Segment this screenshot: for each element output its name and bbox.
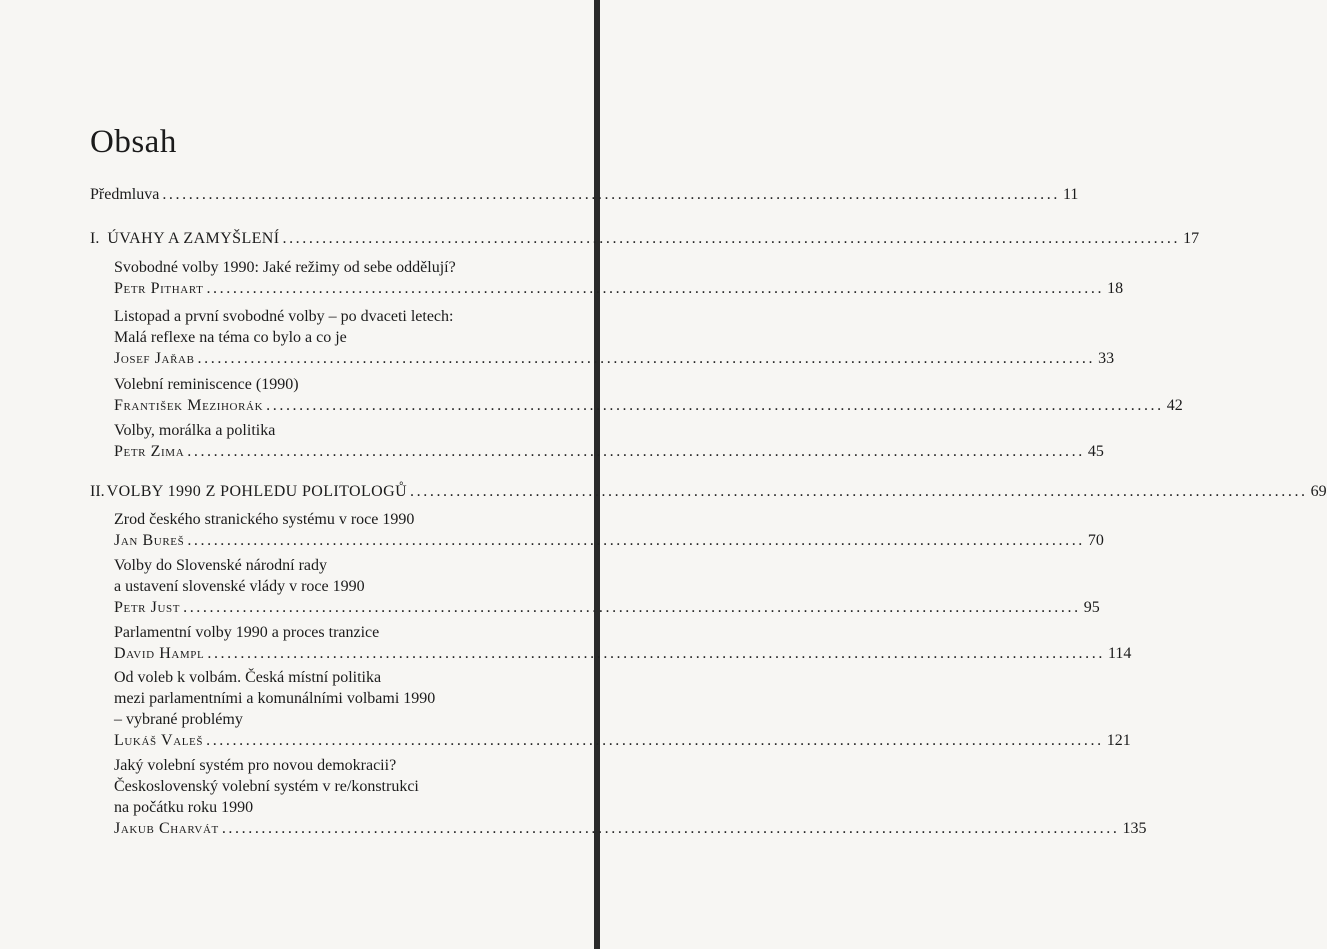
- foreword-label: Předmluva: [90, 186, 160, 203]
- page-number: 95: [1083, 599, 1100, 616]
- page-number: 114: [1107, 645, 1132, 662]
- entry-title: mezi parlamentními a komunálními volbami 1990: [114, 690, 436, 707]
- page-edge-shadow: [594, 0, 600, 949]
- toc-part-2[interactable]: [90, 482, 1327, 502]
- entry-author: Petr Just: [114, 599, 181, 616]
- dot-leader: ........................................................................................................................................: [207, 645, 1105, 662]
- part-title: VOLBY 1990 Z POHLEDU POLITOLOGŮ: [106, 483, 408, 500]
- entry-title: Volby do Slovenské národní rady: [114, 557, 328, 574]
- dot-leader: ........................................................................................................................................: [221, 820, 1120, 837]
- page-number: 69: [1310, 483, 1327, 500]
- dot-leader: ........................................................................................................................................: [183, 599, 1081, 616]
- entry-title: na počátku roku 1990: [114, 799, 254, 816]
- toc-entry[interactable]: [114, 279, 1124, 299]
- entry-author: Lukáš Valeš: [114, 732, 204, 749]
- toc-entry-foreword[interactable]: [90, 185, 1079, 205]
- toc-entry[interactable]: [114, 442, 1104, 462]
- entry-title: Od voleb k volbám. Česká místní politika: [114, 669, 382, 686]
- page-number: 11: [1062, 186, 1079, 203]
- page-number: 42: [1166, 397, 1183, 414]
- page-number: 70: [1087, 532, 1104, 549]
- entry-title: Volební reminiscence (1990): [114, 376, 299, 393]
- entry-title: Zrod českého stranického systému v roce 1990: [114, 511, 415, 528]
- entry-author: Petr Pithart: [114, 280, 204, 297]
- dot-leader: ........................................................................................................................................: [282, 230, 1181, 247]
- dot-leader: ........................................................................................................................................: [206, 280, 1105, 297]
- toc-entry[interactable]: [114, 731, 1131, 751]
- dot-leader: ........................................................................................................................................: [266, 397, 1164, 414]
- entry-author: Josef Jařab: [114, 350, 195, 367]
- entry-title: Jaký volební systém pro novou demokracii?: [114, 757, 397, 774]
- part-number: I.: [90, 230, 100, 247]
- page-number: 45: [1087, 443, 1104, 460]
- entry-author: František Mezihorák: [114, 397, 264, 414]
- page-number: 17: [1183, 230, 1200, 247]
- toc-entry[interactable]: [114, 598, 1100, 618]
- dot-leader: ........................................................................................................................................: [162, 186, 1060, 203]
- toc-entry[interactable]: [114, 644, 1132, 664]
- entry-title: Svobodné volby 1990: Jaké režimy od sebe oddělují?: [114, 259, 456, 276]
- entry-author: Jakub Charvát: [114, 820, 219, 837]
- entry-title: Volby, morálka a politika: [114, 422, 276, 439]
- entry-author: Jan Bureš: [114, 532, 185, 549]
- entry-title: Československý volební systém v re/konstrukci: [114, 778, 419, 795]
- dot-leader: ........................................................................................................................................: [187, 443, 1085, 460]
- toc-entry[interactable]: [114, 531, 1104, 551]
- page-title: Obsah: [90, 124, 177, 160]
- page-number: 18: [1107, 280, 1124, 297]
- toc-entry[interactable]: [114, 819, 1147, 839]
- toc-entry[interactable]: [114, 396, 1183, 416]
- page-number: 121: [1106, 732, 1131, 749]
- entry-title: Malá reflexe na téma co bylo a co je: [114, 329, 347, 346]
- dot-leader: ........................................................................................................................................: [206, 732, 1104, 749]
- part-title: ÚVAHY A ZAMYŠLENÍ: [107, 230, 280, 247]
- entry-title: Listopad a první svobodné volby – po dvaceti letech:: [114, 308, 454, 325]
- entry-author: Petr Zima: [114, 443, 185, 460]
- entry-title: – vybrané problémy: [114, 711, 243, 728]
- entry-title: Parlamentní volby 1990 a proces tranzice: [114, 624, 380, 641]
- toc-part-1[interactable]: [90, 229, 1200, 249]
- dot-leader: ........................................................................................................................................: [187, 532, 1085, 549]
- entry-author: David Hampl: [114, 645, 205, 662]
- page-number: 135: [1122, 820, 1147, 837]
- page-number: 33: [1098, 350, 1115, 367]
- part-number: II.: [90, 483, 105, 500]
- dot-leader: ........................................................................................................................................: [197, 350, 1096, 367]
- entry-title: a ustavení slovenské vlády v roce 1990: [114, 578, 365, 595]
- toc-entry[interactable]: [114, 349, 1115, 369]
- dot-leader: ........................................................................................................................................: [410, 483, 1308, 500]
